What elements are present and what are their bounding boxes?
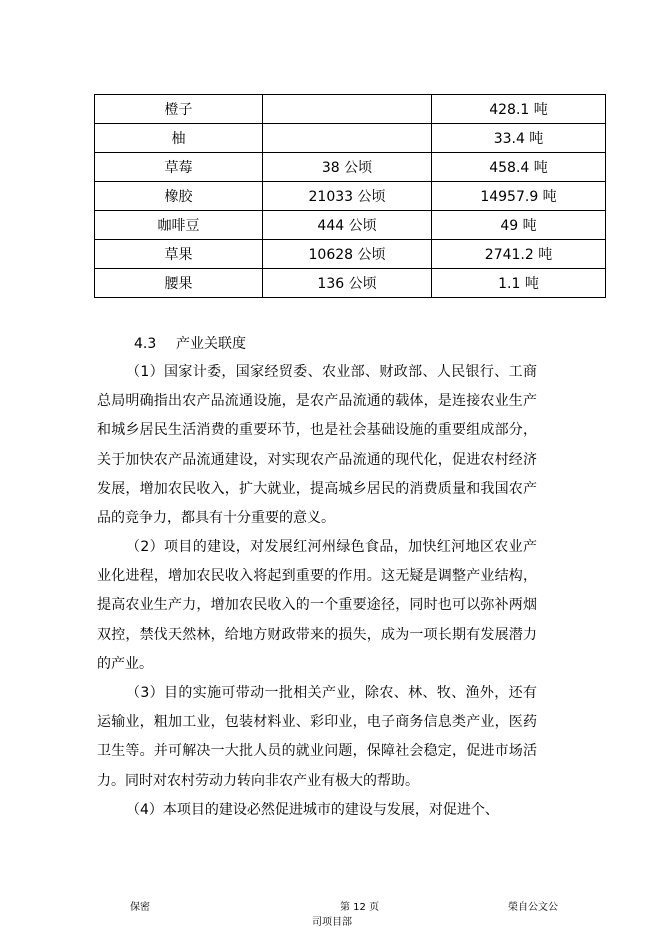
table-row — [95, 240, 606, 269]
crop-production-table — [94, 94, 606, 298]
table-row — [95, 124, 606, 153]
area-cell: 136 公顷 — [263, 269, 432, 298]
area-cell — [263, 95, 432, 124]
output-cell: 428.1 吨 — [432, 95, 606, 124]
crop-name-cell: 柚 — [95, 124, 263, 153]
output-cell: 49 吨 — [432, 211, 606, 240]
output-cell: 458.4 吨 — [432, 153, 606, 182]
table-row — [95, 153, 606, 182]
footer-right: 榮自公文公 — [508, 902, 558, 913]
crop-name-cell: 橡胶 — [95, 182, 263, 211]
output-cell: 14957.9 吨 — [432, 182, 606, 211]
paragraph-1: （1）国家计委，国家经贸委、农业部、财政部、人民银行、工商总局明确指出农产品流通设施，是农产品流通的载体，是连接农业生产和城乡居民生活消费的重要环节，也是社会基础设施的重要组成部分，关于加快农产品流通建设，对实现农产品流通的现代化，促进农村经济发展，增加农民收入，扩大就业，提高城乡居民的消费质量和我国农产品的竞争力，都具有十分重要的意义。 — [97, 364, 537, 527]
section-number: 4.3 — [134, 336, 157, 352]
crop-name-cell: 腰果 — [95, 269, 263, 298]
paragraph-4: （4）本项目的建设必然促进城市的建设与发展，对促进个、 — [126, 802, 499, 818]
output-cell: 1.1 吨 — [432, 269, 606, 298]
output-cell: 33.4 吨 — [432, 124, 606, 153]
output-cell: 2741.2 吨 — [432, 240, 606, 269]
crop-name-cell: 草果 — [95, 240, 263, 269]
paragraph-3: （3）目的实施可带动一批相关产业，除农、林、牧、渔外，还有运输业，粗加工业，包装材料业、彩印业，电子商务信息类产业，医药卫生等。并可解决一大批人员的就业问题，保障社会稳定，促进市场活力。同时对农村劳动力转向非农产业有极大的帮助。 — [97, 685, 537, 789]
page-number: 第 12 页 — [340, 902, 380, 913]
area-cell: 21033 公顷 — [263, 182, 432, 211]
table-row — [95, 211, 606, 240]
area-cell: 444 公顷 — [263, 211, 432, 240]
crop-name-cell: 橙子 — [95, 95, 263, 124]
area-cell: 10628 公顷 — [263, 240, 432, 269]
table-row — [95, 95, 606, 124]
crop-name-cell: 草莓 — [95, 153, 263, 182]
table-row — [95, 182, 606, 211]
section-title: 产业关联度 — [176, 336, 246, 352]
paragraph-2: （2）项目的建设，对发展红河州绿色食品，加快红河地区农业产业化进程，增加农民收入将起到重要的作用。这无疑是调整产业结构，提高农业生产力，增加农民收入的一个重要途径，同时也可以弥补两烟双控，禁伐天然林，给地方财政带来的损失，成为一项长期有发展潜力的产业。 — [97, 539, 537, 672]
crop-name-cell: 咖啡豆 — [95, 211, 263, 240]
area-cell: 38 公顷 — [263, 153, 432, 182]
area-cell — [263, 124, 432, 153]
table-row — [95, 269, 606, 298]
footer-left: 保密 — [130, 902, 150, 913]
section-heading — [134, 333, 246, 353]
footer-center-sub: 司项目部 — [312, 917, 352, 928]
